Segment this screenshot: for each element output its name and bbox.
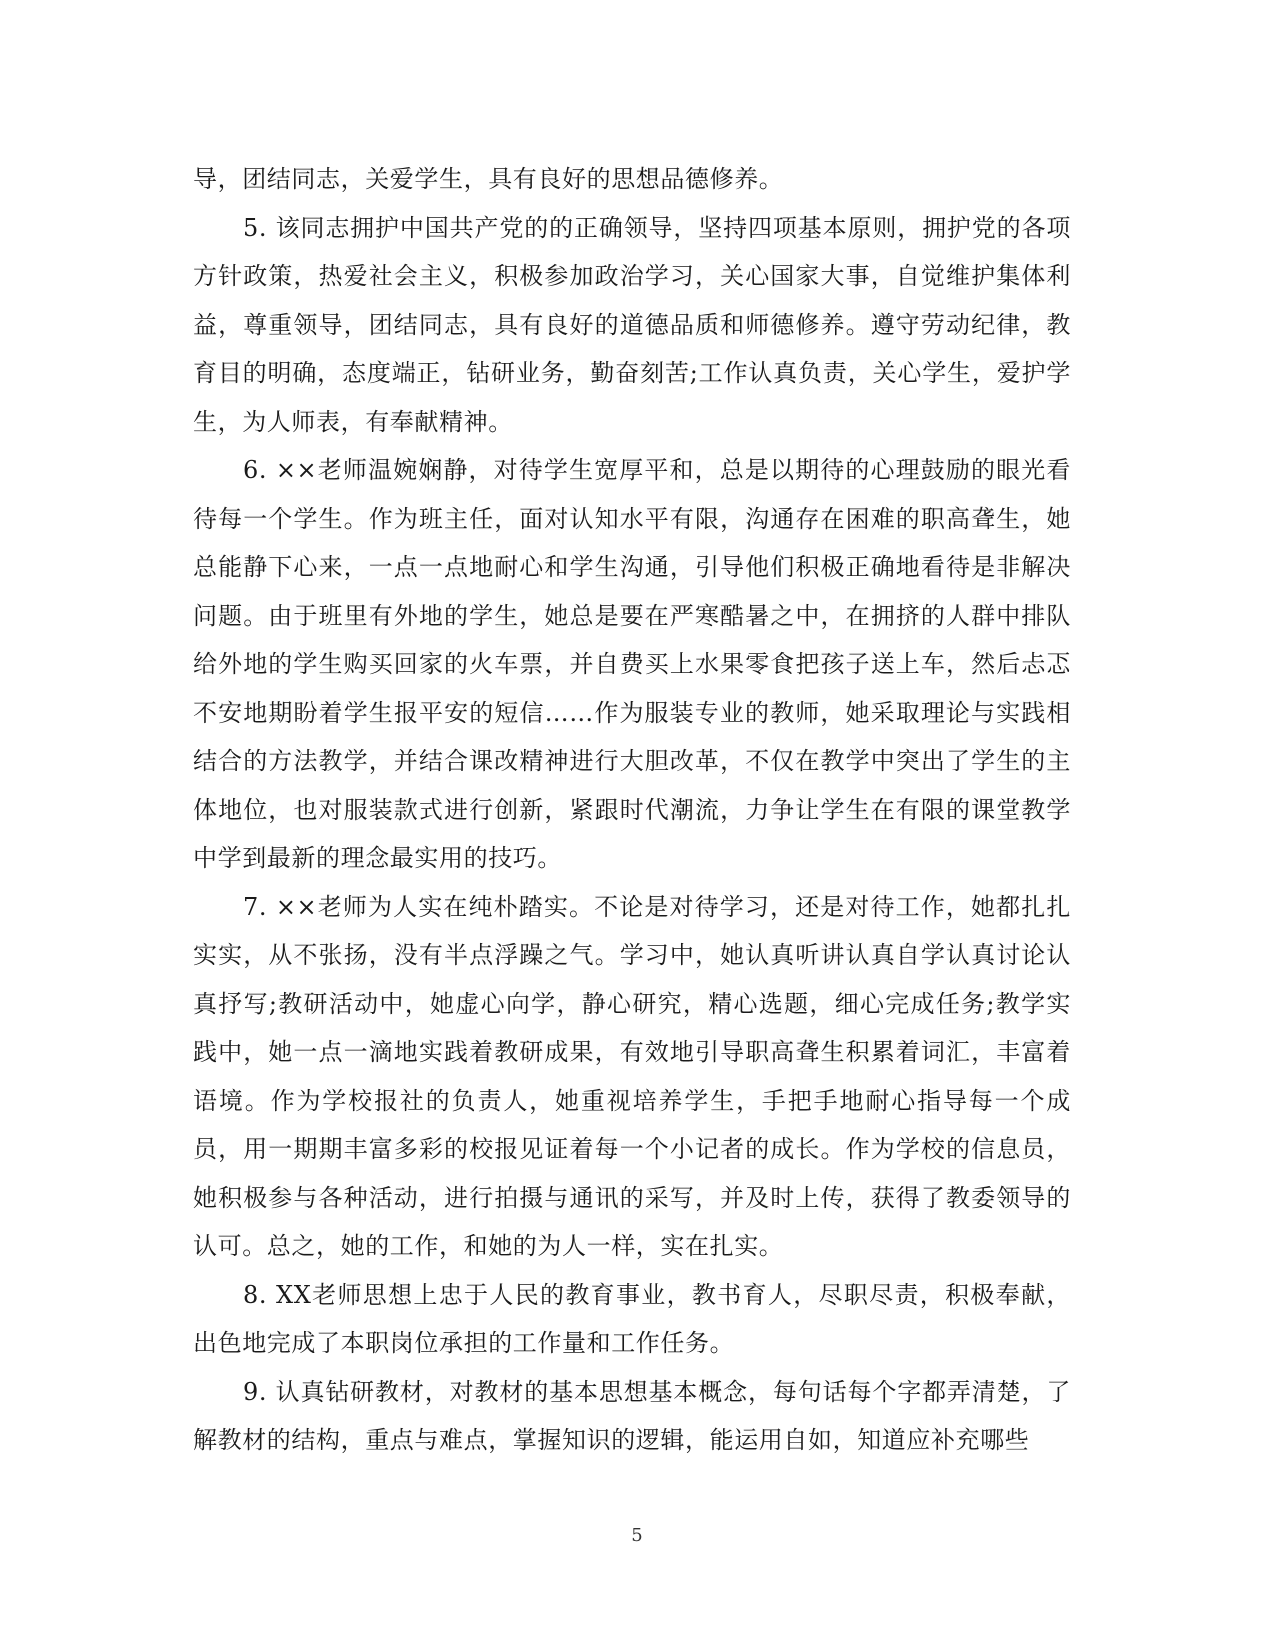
paragraph-8: 8. XX老师思想上忠于人民的教育事业，教书育人，尽职尽责，积极奉献，出色地完成了本职岗位承担的工作量和工作任务。 [193,1280,1071,1357]
paragraph-continuation: 导，团结同志，关爱学生，具有良好的思想品德修养。 [193,165,784,193]
paragraph-7: 7. ××老师为人实在纯朴踏实。不论是对待学习，还是对待工作，她都扎扎实实，从不张扬，没有半点浮躁之气。学习中，她认真听讲认真自学认真讨论认真抒写;教研活动中，她虚心向学，静心研究，精心选题，细心完成任务;教学实践中，她一点一滴地实践着教研成果，有效地引导职高聋生积累着词汇，丰富着语境。作为学校报社的负责人，她重视培养学生，手把手地耐心指导每一个成员，用一期期丰富多彩的校报见证着每一个小记者的成长。作为学校的信息员，她积极参与各种活动，进行拍摄与通讯的采写，并及时上传，获得了教委领导的认可。总之，她的工作，和她的为人一样，实在扎实。 [193,892,1071,1260]
paragraph-5: 5. 该同志拥护中国共产党的的正确领导，坚持四项基本原则，拥护党的各项方针政策，热爱社会主义，积极参加政治学习，关心国家大事，自觉维护集体利益，尊重领导，团结同志，具有良好的道德品质和师德修养。遵守劳动纪律，教育目的明确，态度端正，钻研业务，勤奋刻苦;工作认真负责，关心学生，爱护学生，为人师表，有奉献精神。 [193,213,1071,436]
page-number: 5 [631,1525,643,1546]
paragraph-6: 6. ××老师温婉娴静，对待学生宽厚平和，总是以期待的心理鼓励的眼光看待每一个学生。作为班主任，面对认知水平有限，沟通存在困难的职高聋生，她总能静下心来，一点一点地耐心和学生沟通，引导他们积极正确地看待是非解决问题。由于班里有外地的学生，她总是要在严寒酷暑之中，在拥挤的人群中排队给外地的学生购买回家的火车票，并自费买上水果零食把孩子送上车，然后忐忑不安地期盼着学生报平安的短信……作为服装专业的教师，她采取理论与实践相结合的方法教学，并结合课改精神进行大胆改革，不仅在教学中突出了学生的主体地位，也对服装款式进行创新，紧跟时代潮流，力争让学生在有限的课堂教学中学到最新的理念最实用的技巧。 [193,456,1071,872]
paragraph-9: 9. 认真钻研教材，对教材的基本思想基本概念，每句话每个字都弄清楚，了解教材的结构，重点与难点，掌握知识的逻辑，能运用自如，知道应补充哪些 [193,1377,1071,1454]
document-body [193,155,1071,1465]
